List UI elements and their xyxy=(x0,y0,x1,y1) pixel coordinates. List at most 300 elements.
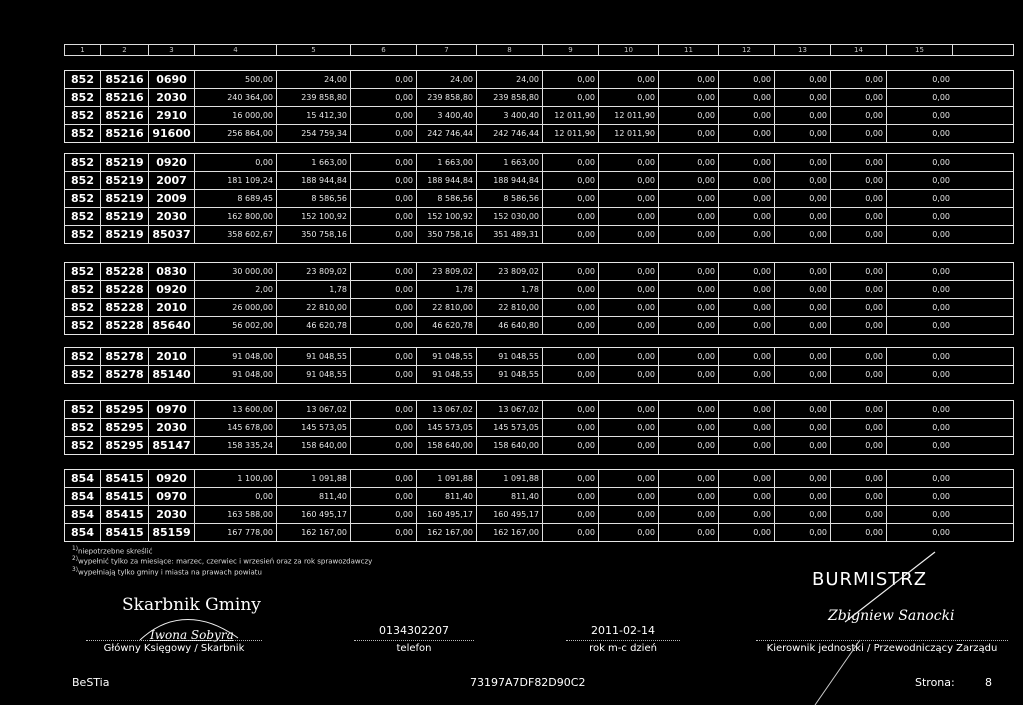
amount-cell: 0,00 xyxy=(599,488,659,505)
amount-cell: 0,00 xyxy=(599,89,659,106)
dzial-cell: 852 xyxy=(65,317,101,334)
amount-cell: 0,00 xyxy=(659,190,719,207)
amount-cell: 0,00 xyxy=(719,154,775,171)
dzial-cell: 854 xyxy=(65,506,101,523)
amount-cell: 91 048,55 xyxy=(277,366,351,383)
column-number: 7 xyxy=(417,45,477,55)
amount-cell: 0,00 xyxy=(351,226,417,243)
amount-cell: 254 759,34 xyxy=(277,125,351,142)
amount-cell: 0,00 xyxy=(932,492,950,501)
amount-cell: 0,00 xyxy=(831,208,887,225)
amount-cell: 0,00 xyxy=(195,154,277,171)
amount-cell: 0,00 xyxy=(659,488,719,505)
rozdzial-cell: 85228 xyxy=(101,281,149,298)
amount-cell: 15 412,30 xyxy=(277,107,351,124)
amount-cell: 240 364,00 xyxy=(195,89,277,106)
amount-cell: 26 000,00 xyxy=(195,299,277,316)
amount-cell: 30 000,00 xyxy=(195,263,277,280)
amount-cell: 0,00 xyxy=(719,524,775,541)
amount-cell: 162 800,00 xyxy=(195,208,277,225)
rozdzial-cell: 85295 xyxy=(101,419,149,436)
amount-cell: 0,00 xyxy=(599,524,659,541)
amount-cell: 0,00 xyxy=(932,370,950,379)
amount-cell: 0,00 xyxy=(599,281,659,298)
kierownik-label: Kierownik jednostki / Przewodniczący Zarządu xyxy=(756,640,1008,654)
rozdzial-cell: 85228 xyxy=(101,317,149,334)
amount-cell: 0,00 xyxy=(351,419,417,436)
paragraf-cell: 85640 xyxy=(149,317,195,334)
paragraf-cell: 0920 xyxy=(149,470,195,487)
amount-cell: 0,00 xyxy=(543,172,599,189)
skarbnik-role-label: Główny Księgowy / Skarbnik xyxy=(86,640,262,654)
amount-cell: 188 944,84 xyxy=(277,172,351,189)
amount-cell: 188 944,84 xyxy=(477,172,543,189)
rozdzial-cell: 85415 xyxy=(101,524,149,541)
amount-cell: 0,00 xyxy=(831,154,887,171)
rozdzial-cell: 85216 xyxy=(101,107,149,124)
rozdzial-cell: 85219 xyxy=(101,190,149,207)
amount-cell: 0,00 xyxy=(932,129,950,138)
amount-cell: 0,00 xyxy=(932,285,950,294)
amount-cell: 0,00 xyxy=(351,470,417,487)
paragraf-cell: 2030 xyxy=(149,506,195,523)
amount-cell: 0,00 xyxy=(775,226,831,243)
amount-cell: 0,00 xyxy=(775,437,831,454)
paragraf-cell: 2030 xyxy=(149,89,195,106)
amount-cell: 1 091,88 xyxy=(277,470,351,487)
amount-cell: 0,00 xyxy=(543,470,599,487)
dzial-cell: 852 xyxy=(65,437,101,454)
footnote-3: wypełniają tylko gminy i miasta na prawach powiatu xyxy=(77,567,262,576)
amount-cell: 8 586,56 xyxy=(277,190,351,207)
amount-cell: 0,00 xyxy=(543,263,599,280)
amount-cell: 1 091,88 xyxy=(477,470,543,487)
amount-cell: 0,00 xyxy=(599,208,659,225)
amount-cell: 22 810,00 xyxy=(277,299,351,316)
amount-cell: 0,00 xyxy=(775,488,831,505)
amount-cell: 0,00 xyxy=(351,348,417,365)
column-number: 11 xyxy=(659,45,719,55)
amount-cell: 0,00 xyxy=(831,437,887,454)
paragraf-cell: 0970 xyxy=(149,401,195,418)
amount-cell: 811,40 xyxy=(417,488,477,505)
amount-cell: 0,00 xyxy=(775,348,831,365)
amount-cell: 350 758,16 xyxy=(417,226,477,243)
amount-cell: 91 048,00 xyxy=(195,348,277,365)
amount-cell: 0,00 xyxy=(831,401,887,418)
amount-cell: 0,00 xyxy=(831,263,887,280)
rozdzial-cell: 85415 xyxy=(101,488,149,505)
dzial-cell: 854 xyxy=(65,524,101,541)
amount-cell: 0,00 xyxy=(831,281,887,298)
dzial-cell: 852 xyxy=(65,299,101,316)
amount-cell: 0,00 xyxy=(932,176,950,185)
column-number: 12 xyxy=(719,45,775,55)
rozdzial-cell: 85216 xyxy=(101,125,149,142)
rozdzial-cell: 85415 xyxy=(101,506,149,523)
amount-cell: 0,00 xyxy=(659,125,719,142)
rozdzial-cell: 85216 xyxy=(101,89,149,106)
amount-cell: 0,00 xyxy=(719,172,775,189)
paragraf-cell: 0920 xyxy=(149,154,195,171)
amount-cell: 24,00 xyxy=(417,71,477,88)
amount-cell: 0,00 xyxy=(719,488,775,505)
amount-cell: 0,00 xyxy=(775,281,831,298)
amount-cell: 12 011,90 xyxy=(599,125,659,142)
amount-cell: 0,00 xyxy=(932,352,950,361)
paragraf-cell: 85140 xyxy=(149,366,195,383)
paragraf-cell: 2007 xyxy=(149,172,195,189)
app-name: BeSTia xyxy=(72,676,110,689)
rozdzial-cell: 85278 xyxy=(101,348,149,365)
column-number: 4 xyxy=(195,45,277,55)
amount-cell: 350 758,16 xyxy=(277,226,351,243)
amount-cell: 0,00 xyxy=(932,510,950,519)
amount-cell: 2,00 xyxy=(195,281,277,298)
amount-cell: 0,00 xyxy=(932,230,950,239)
amount-cell: 0,00 xyxy=(831,366,887,383)
amount-cell: 239 858,80 xyxy=(417,89,477,106)
footnote-2: wypełnić tylko za miesiące: marzec, czerwiec i wrzesień oraz za rok sprawozdawczy xyxy=(77,557,373,566)
amount-cell: 91 048,55 xyxy=(477,348,543,365)
amount-cell: 91 048,00 xyxy=(195,366,277,383)
amount-cell: 0,00 xyxy=(599,190,659,207)
amount-cell: 0,00 xyxy=(831,470,887,487)
phone-value: 0134302207 xyxy=(379,624,449,637)
amount-cell: 0,00 xyxy=(195,488,277,505)
amount-cell: 0,00 xyxy=(351,154,417,171)
amount-cell: 358 602,67 xyxy=(195,226,277,243)
amount-cell: 160 495,17 xyxy=(417,506,477,523)
amount-cell: 8 586,56 xyxy=(417,190,477,207)
amount-cell: 0,00 xyxy=(351,401,417,418)
amount-cell: 0,00 xyxy=(659,470,719,487)
amount-cell: 0,00 xyxy=(719,401,775,418)
burmistrz-stamp: BURMISTRZ xyxy=(812,569,928,590)
amount-cell: 239 858,80 xyxy=(277,89,351,106)
amount-cell: 0,00 xyxy=(543,506,599,523)
amount-cell: 0,00 xyxy=(599,154,659,171)
amount-cell: 0,00 xyxy=(719,470,775,487)
amount-cell: 242 746,44 xyxy=(477,125,543,142)
amount-cell: 0,00 xyxy=(351,437,417,454)
column-number: 6 xyxy=(351,45,417,55)
amount-cell: 0,00 xyxy=(831,89,887,106)
amount-cell: 0,00 xyxy=(932,303,950,312)
rozdzial-cell: 85216 xyxy=(101,71,149,88)
amount-cell: 46 620,78 xyxy=(277,317,351,334)
amount-cell: 0,00 xyxy=(599,437,659,454)
amount-cell: 13 600,00 xyxy=(195,401,277,418)
rozdzial-cell: 85219 xyxy=(101,172,149,189)
amount-cell: 351 489,31 xyxy=(477,226,543,243)
amount-cell: 0,00 xyxy=(351,366,417,383)
amount-cell: 0,00 xyxy=(719,125,775,142)
amount-cell: 0,00 xyxy=(775,190,831,207)
rozdzial-cell: 85295 xyxy=(101,401,149,418)
column-number: 9 xyxy=(543,45,599,55)
amount-cell: 0,00 xyxy=(599,401,659,418)
dzial-cell: 852 xyxy=(65,190,101,207)
amount-cell: 0,00 xyxy=(932,158,950,167)
amount-cell: 0,00 xyxy=(932,93,950,102)
amount-cell: 0,00 xyxy=(775,524,831,541)
column-number: 8 xyxy=(477,45,543,55)
paragraf-cell: 85037 xyxy=(149,226,195,243)
amount-cell: 3 400,40 xyxy=(417,107,477,124)
amount-cell: 0,00 xyxy=(599,172,659,189)
amount-cell: 0,00 xyxy=(351,125,417,142)
dzial-cell: 852 xyxy=(65,107,101,124)
amount-cell: 0,00 xyxy=(599,71,659,88)
amount-cell: 152 100,92 xyxy=(277,208,351,225)
amount-cell: 0,00 xyxy=(659,208,719,225)
amount-cell: 0,00 xyxy=(659,419,719,436)
amount-cell: 145 678,00 xyxy=(195,419,277,436)
amount-cell: 0,00 xyxy=(932,111,950,120)
paragraf-cell: 85159 xyxy=(149,524,195,541)
amount-cell: 0,00 xyxy=(543,366,599,383)
amount-cell: 0,00 xyxy=(659,172,719,189)
amount-cell: 0,00 xyxy=(543,299,599,316)
amount-cell: 0,00 xyxy=(543,71,599,88)
amount-cell: 0,00 xyxy=(719,281,775,298)
paragraf-cell: 2009 xyxy=(149,190,195,207)
amount-cell: 160 495,17 xyxy=(277,506,351,523)
amount-cell: 0,00 xyxy=(831,299,887,316)
amount-cell: 0,00 xyxy=(351,89,417,106)
amount-cell: 0,00 xyxy=(659,401,719,418)
amount-cell: 162 167,00 xyxy=(277,524,351,541)
amount-cell: 0,00 xyxy=(659,71,719,88)
amount-cell: 0,00 xyxy=(775,401,831,418)
amount-cell: 0,00 xyxy=(775,154,831,171)
amount-cell: 0,00 xyxy=(659,524,719,541)
amount-cell: 0,00 xyxy=(932,321,950,330)
amount-cell: 0,00 xyxy=(831,226,887,243)
amount-cell: 1 663,00 xyxy=(417,154,477,171)
amount-cell: 0,00 xyxy=(932,405,950,414)
amount-cell: 46 640,80 xyxy=(477,317,543,334)
amount-cell: 0,00 xyxy=(831,317,887,334)
amount-cell: 0,00 xyxy=(543,524,599,541)
column-number: 2 xyxy=(101,45,149,55)
amount-cell: 0,00 xyxy=(659,226,719,243)
burmistrz-signature: Zbigniew Sanocki xyxy=(828,608,955,624)
amount-cell: 162 167,00 xyxy=(477,524,543,541)
amount-cell: 1 663,00 xyxy=(277,154,351,171)
amount-cell: 181 109,24 xyxy=(195,172,277,189)
amount-cell: 0,00 xyxy=(351,317,417,334)
paragraf-cell: 0830 xyxy=(149,263,195,280)
paragraf-cell: 0690 xyxy=(149,71,195,88)
amount-cell: 0,00 xyxy=(719,506,775,523)
amount-cell: 0,00 xyxy=(543,488,599,505)
rozdzial-cell: 85219 xyxy=(101,154,149,171)
amount-cell: 0,00 xyxy=(719,226,775,243)
amount-cell: 0,00 xyxy=(932,212,950,221)
amount-cell: 0,00 xyxy=(719,348,775,365)
dzial-cell: 852 xyxy=(65,226,101,243)
amount-cell: 0,00 xyxy=(543,281,599,298)
column-number: 5 xyxy=(277,45,351,55)
column-number: 15 xyxy=(887,45,953,55)
amount-cell: 13 067,02 xyxy=(477,401,543,418)
amount-cell: 500,00 xyxy=(195,71,277,88)
amount-cell: 0,00 xyxy=(543,208,599,225)
amount-cell: 163 588,00 xyxy=(195,506,277,523)
dzial-cell: 852 xyxy=(65,263,101,280)
amount-cell: 0,00 xyxy=(932,423,950,432)
amount-cell: 158 640,00 xyxy=(417,437,477,454)
amount-cell: 0,00 xyxy=(775,299,831,316)
amount-cell: 23 809,02 xyxy=(477,263,543,280)
amount-cell: 0,00 xyxy=(543,190,599,207)
amount-cell: 0,00 xyxy=(351,107,417,124)
dzial-cell: 852 xyxy=(65,125,101,142)
amount-cell: 23 809,02 xyxy=(277,263,351,280)
amount-cell: 0,00 xyxy=(831,524,887,541)
dzial-cell: 854 xyxy=(65,470,101,487)
amount-cell: 91 048,55 xyxy=(277,348,351,365)
amount-cell: 3 400,40 xyxy=(477,107,543,124)
amount-cell: 0,00 xyxy=(831,488,887,505)
amount-cell: 242 746,44 xyxy=(417,125,477,142)
amount-cell: 0,00 xyxy=(775,419,831,436)
amount-cell: 0,00 xyxy=(719,437,775,454)
amount-cell: 152 030,00 xyxy=(477,208,543,225)
amount-cell: 8 586,56 xyxy=(477,190,543,207)
amount-cell: 158 640,00 xyxy=(477,437,543,454)
amount-cell: 91 048,55 xyxy=(417,348,477,365)
amount-cell: 0,00 xyxy=(719,263,775,280)
paragraf-cell: 2010 xyxy=(149,299,195,316)
amount-cell: 0,00 xyxy=(932,441,950,450)
column-number: 10 xyxy=(599,45,659,55)
amount-cell: 1 100,00 xyxy=(195,470,277,487)
amount-cell: 0,00 xyxy=(775,506,831,523)
amount-cell: 0,00 xyxy=(543,348,599,365)
amount-cell: 0,00 xyxy=(543,419,599,436)
rozdzial-cell: 85228 xyxy=(101,263,149,280)
amount-cell: 0,00 xyxy=(831,419,887,436)
amount-cell: 46 620,78 xyxy=(417,317,477,334)
amount-cell: 0,00 xyxy=(719,317,775,334)
amount-cell: 0,00 xyxy=(719,190,775,207)
amount-cell: 1,78 xyxy=(477,281,543,298)
paragraf-cell: 2910 xyxy=(149,107,195,124)
amount-cell: 0,00 xyxy=(351,190,417,207)
paragraf-cell: 2030 xyxy=(149,208,195,225)
amount-cell: 16 000,00 xyxy=(195,107,277,124)
paragraf-cell: 2010 xyxy=(149,348,195,365)
amount-cell: 0,00 xyxy=(599,366,659,383)
amount-cell: 152 100,92 xyxy=(417,208,477,225)
amount-cell: 0,00 xyxy=(659,107,719,124)
paragraf-cell: 0920 xyxy=(149,281,195,298)
amount-cell: 0,00 xyxy=(543,89,599,106)
date-label: rok m-c dzień xyxy=(566,640,680,654)
amount-cell: 0,00 xyxy=(719,299,775,316)
amount-cell: 0,00 xyxy=(719,208,775,225)
dzial-cell: 852 xyxy=(65,348,101,365)
amount-cell: 0,00 xyxy=(351,488,417,505)
footnotes: $^{1)}$niepotrzebne skreślić $^{2)}$wypełnić tylko za miesiące: marzec, czerwiec i wrzesień oraz za rok sprawozdawczy $^{3)}$wypełniają tylko gminy i miasta na prawach powiatu xyxy=(72,546,373,576)
amount-cell: 0,00 xyxy=(932,267,950,276)
page-number: 8 xyxy=(985,676,992,689)
amount-cell: 162 167,00 xyxy=(417,524,477,541)
amount-cell: 0,00 xyxy=(659,317,719,334)
amount-cell: 0,00 xyxy=(775,366,831,383)
dzial-cell: 854 xyxy=(65,488,101,505)
rozdzial-cell: 85415 xyxy=(101,470,149,487)
amount-cell: 0,00 xyxy=(831,172,887,189)
amount-cell: 0,00 xyxy=(775,125,831,142)
paragraf-cell: 0970 xyxy=(149,488,195,505)
rozdzial-cell: 85219 xyxy=(101,226,149,243)
amount-cell: 12 011,90 xyxy=(543,125,599,142)
amount-cell: 0,00 xyxy=(932,75,950,84)
dzial-cell: 852 xyxy=(65,208,101,225)
footnote-1: niepotrzebne skreślić xyxy=(77,547,153,556)
amount-cell: 0,00 xyxy=(351,263,417,280)
amount-cell: 188 944,84 xyxy=(417,172,477,189)
amount-cell: 0,00 xyxy=(659,299,719,316)
amount-cell: 24,00 xyxy=(477,71,543,88)
dzial-cell: 852 xyxy=(65,281,101,298)
column-number: 3 xyxy=(149,45,195,55)
amount-cell: 167 778,00 xyxy=(195,524,277,541)
amount-cell: 0,00 xyxy=(599,317,659,334)
rozdzial-cell: 85278 xyxy=(101,366,149,383)
amount-cell: 0,00 xyxy=(775,470,831,487)
amount-cell: 1,78 xyxy=(277,281,351,298)
amount-cell: 0,00 xyxy=(659,263,719,280)
amount-cell: 91 048,55 xyxy=(417,366,477,383)
amount-cell: 0,00 xyxy=(351,172,417,189)
column-number: 14 xyxy=(831,45,887,55)
amount-cell: 0,00 xyxy=(932,474,950,483)
amount-cell: 0,00 xyxy=(351,524,417,541)
amount-cell: 0,00 xyxy=(831,506,887,523)
amount-cell: 0,00 xyxy=(351,281,417,298)
amount-cell: 0,00 xyxy=(351,506,417,523)
amount-cell: 0,00 xyxy=(351,208,417,225)
amount-cell: 0,00 xyxy=(351,299,417,316)
amount-cell: 91 048,55 xyxy=(477,366,543,383)
amount-cell: 145 573,05 xyxy=(477,419,543,436)
amount-cell: 158 335,24 xyxy=(195,437,277,454)
amount-cell: 239 858,80 xyxy=(477,89,543,106)
rozdzial-cell: 85295 xyxy=(101,437,149,454)
amount-cell: 56 002,00 xyxy=(195,317,277,334)
rozdzial-cell: 85228 xyxy=(101,299,149,316)
amount-cell: 1 663,00 xyxy=(477,154,543,171)
amount-cell: 0,00 xyxy=(775,89,831,106)
dzial-cell: 852 xyxy=(65,419,101,436)
dzial-cell: 852 xyxy=(65,366,101,383)
amount-cell: 0,00 xyxy=(543,437,599,454)
date-value: 2011-02-14 xyxy=(591,624,655,637)
amount-cell: 23 809,02 xyxy=(417,263,477,280)
amount-cell: 0,00 xyxy=(719,419,775,436)
phone-label: telefon xyxy=(354,640,474,654)
amount-cell: 13 067,02 xyxy=(277,401,351,418)
amount-cell: 145 573,05 xyxy=(277,419,351,436)
amount-cell: 24,00 xyxy=(277,71,351,88)
skarbnik-stamp: Skarbnik Gminy xyxy=(122,595,261,615)
amount-cell: 158 640,00 xyxy=(277,437,351,454)
